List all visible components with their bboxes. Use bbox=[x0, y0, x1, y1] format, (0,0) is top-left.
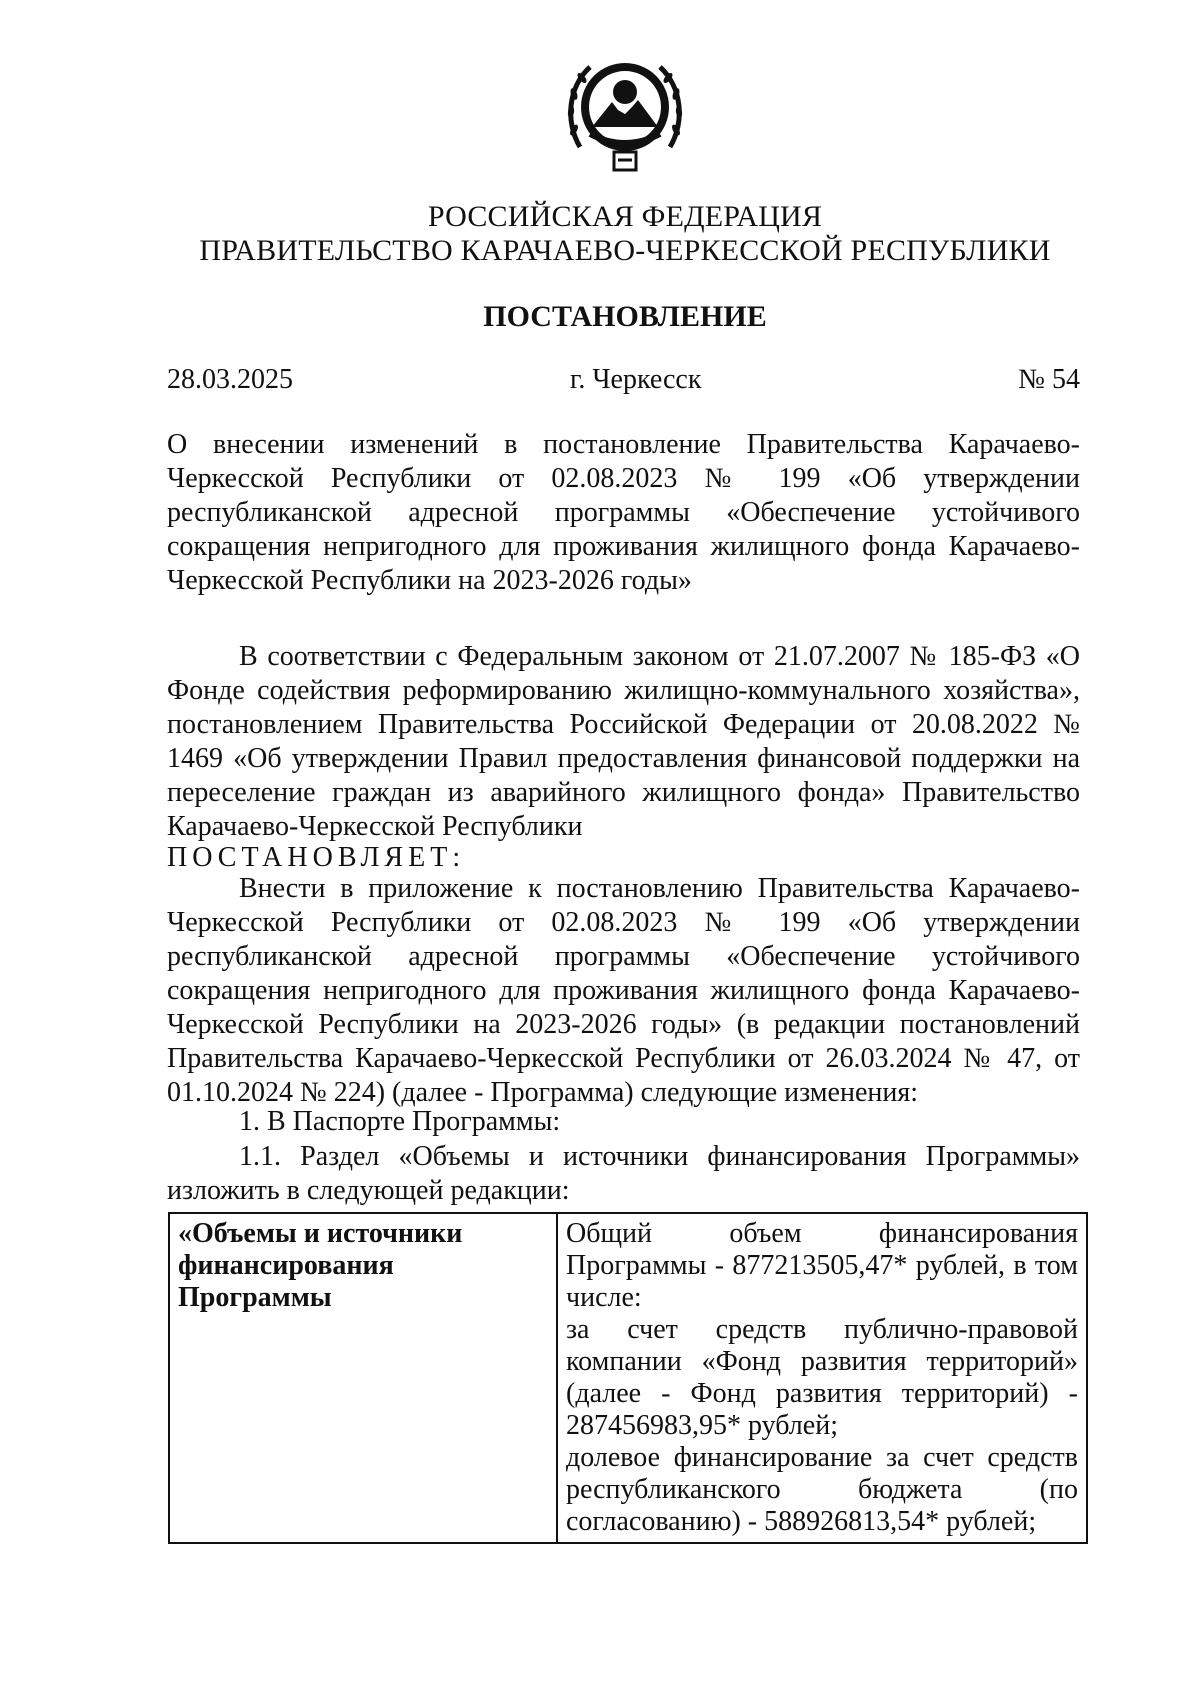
table-row bbox=[169, 1213, 1087, 1543]
header-country: РОССИЙСКАЯ ФЕДЕРАЦИЯ bbox=[427, 200, 823, 233]
table-line: долевое финансирование за счет средств республиканского бюджета (по согласованию) - 588926813,54* рублей; bbox=[566, 1442, 1078, 1537]
table-line: за счет средств публично-правовой компании «Фонд развития территорий» (далее - Фонд развития территорий) - 287456983,95* рублей; bbox=[566, 1314, 1078, 1441]
item-1-1: 1.1. Раздел «Объемы и источники финансирования Программы» изложить в следующей редакции: bbox=[167, 1141, 1080, 1206]
document-city: г. Черкесск bbox=[570, 364, 702, 395]
table-cell-content bbox=[557, 1213, 1087, 1543]
document-type-title: ПОСТАНОВЛЕНИЕ bbox=[483, 300, 767, 333]
coat-of-arms-emblem bbox=[560, 52, 690, 177]
document-number: № 54 bbox=[1018, 364, 1080, 395]
header-government: ПРАВИТЕЛЬСТВО КАРАЧАЕВО-ЧЕРКЕССКОЙ РЕСПУБЛИКИ bbox=[199, 234, 1051, 267]
document-date: 28.03.2025 bbox=[167, 364, 293, 395]
table-line: Общий объем финансирования Программы - 877213505,47* рублей, в том числе: bbox=[566, 1218, 1078, 1313]
main-paragraph: Внести в приложение к постановлению Правительства Карачаево-Черкесской Республики от 02.08.2023 № 199 «Об утверждении республиканской адресной программы «Обеспечение устойчивого сокращения непригодного для проживания жилищного фонда Карачаево-Черкесской Республики на 2023-2026 годы» (в редакции постановлений Правительства Карачаево-Черкесской Республики от 26.03.2024 № 47, от 01.10.2024 № 224) (далее - Программа) следующие изменения: bbox=[167, 873, 1080, 1108]
financing-table bbox=[168, 1212, 1088, 1544]
decree-word: ПОСТАНОВЛЯЕТ: bbox=[167, 842, 466, 873]
table-cell-label: «Объемы и источники финансирования Программы bbox=[169, 1213, 557, 1543]
preamble-paragraph: В соответствии с Федеральным законом от 21.07.2007 № 185-ФЗ «О Фонде содействия реформированию жилищно-коммунального хозяйства», постановлением Правительства Российской Федерации от 20.08.2022 № 1469 «Об утверждении Правил предоставления финансовой поддержки на переселение граждан из аварийного жилищного фонда» Правительство Карачаево-Черкесской Республики bbox=[167, 641, 1080, 842]
item-1: 1. В Паспорте Программы: bbox=[239, 1106, 561, 1137]
document-subject: О внесении изменений в постановление Правительства Карачаево-Черкесской Республики от 02.08.2023 № 199 «Об утверждении республиканской адресной программы «Обеспечение устойчивого сокращения непригодного для проживания жилищного фонда Карачаево-Черкесской Республики на 2023-2026 годы» bbox=[167, 429, 1080, 596]
